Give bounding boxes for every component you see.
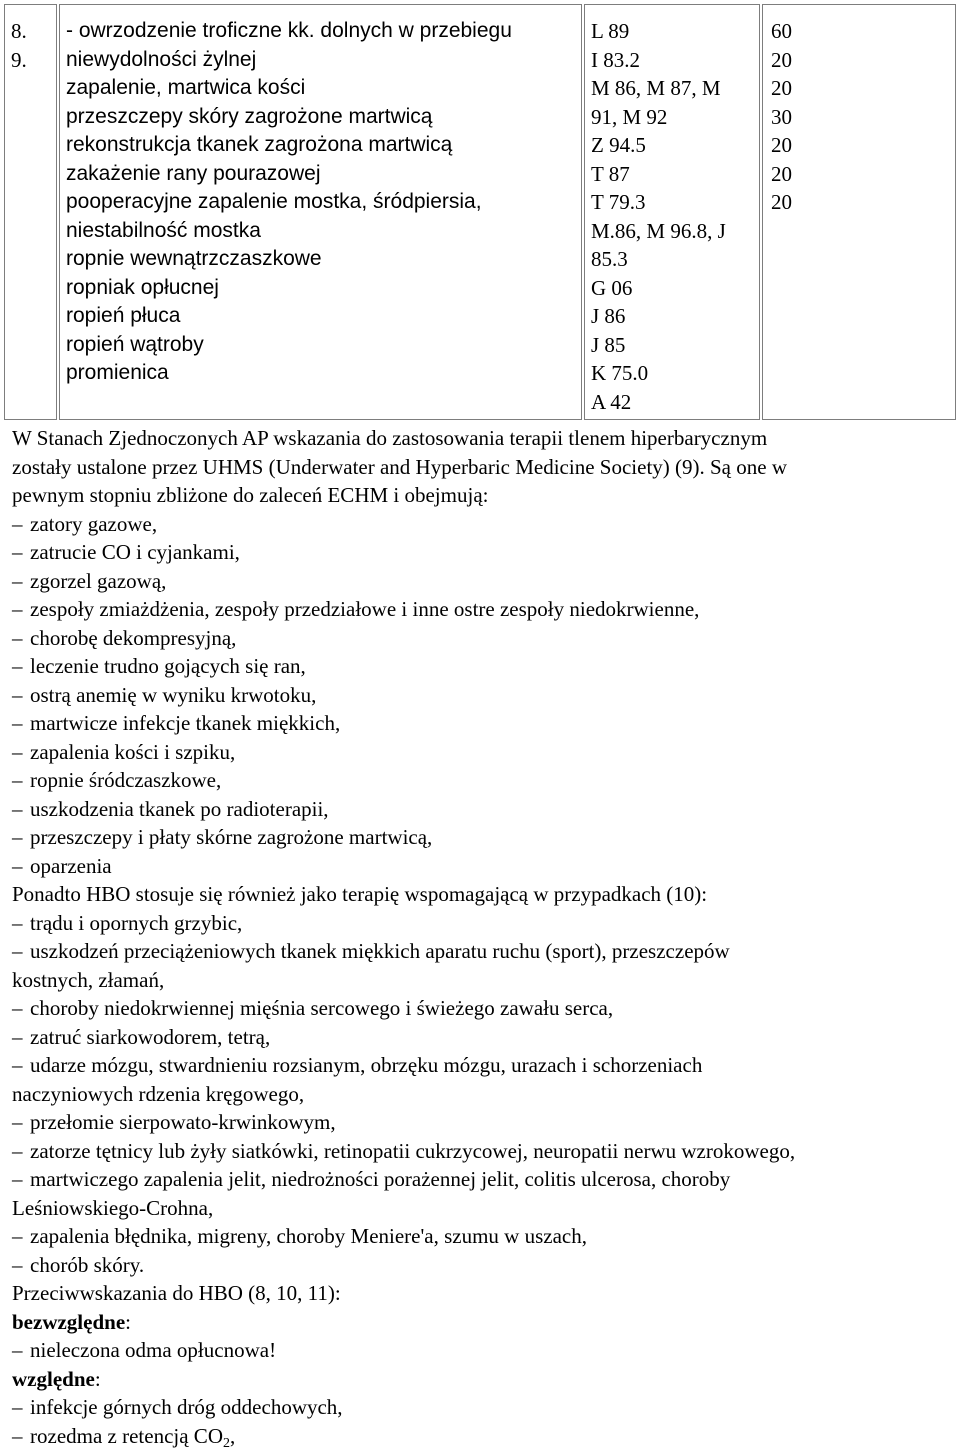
dash-bullet: – (12, 568, 23, 593)
dash-bullet: – (12, 1252, 23, 1277)
dash-bullet: – (12, 796, 23, 821)
count-value: 30 (771, 104, 792, 129)
condition-item: pooperacyjne zapalenie mostka, śródpiersia, (66, 190, 482, 213)
icd-code: M 86, M 87, M (591, 76, 721, 100)
list-item (12, 1251, 952, 1280)
list-item-text: martwicze infekcje tkanek miękkich, (30, 711, 341, 735)
conditions-cell (59, 4, 582, 420)
icd-code: K 75.0 (591, 361, 649, 385)
absolute-label-line (12, 1308, 952, 1337)
number-cell (4, 4, 57, 420)
condition-item: promienica (66, 361, 169, 384)
list-item-text: zapalenia kości i szpiku, (30, 739, 236, 764)
icd-code: 91, M 92 (591, 104, 668, 129)
icd-code: T 87 (591, 161, 630, 186)
list-item (12, 1023, 952, 1052)
list-item (12, 766, 952, 795)
list-item-text: ropnie śródczaszkowe, (30, 768, 222, 792)
list-item (12, 567, 952, 596)
list-item-text: przełomie sierpowato-krwinkowym, (30, 1110, 336, 1134)
icd-code: G 06 (591, 275, 633, 300)
count-value: 20 (771, 161, 792, 186)
list-item-text: zespoły zmiażdżenia, zespoły przedziałowe i inne ostre zespoły niedokrwienne, (30, 597, 700, 621)
list-item-text: chorób skóry. (30, 1252, 145, 1277)
dash-bullet: – (12, 910, 23, 935)
list-item-text: trądu i opornych grzybic, (30, 910, 243, 935)
list-item (12, 1137, 952, 1166)
list-item-text: zatrucie CO i cyjankami, (30, 540, 240, 564)
dash-bullet: – (12, 853, 23, 878)
dash-bullet: – (12, 825, 23, 849)
count-value: 20 (771, 76, 792, 100)
intro-line: zostały ustalone przez UHMS (Underwater and Hyperbaric Medicine Society) (9). Są one w (12, 454, 787, 479)
intro-line: pewnym stopniu zbliżone do zaleceń ECHM i obejmują: (12, 483, 489, 507)
body-text (12, 424, 952, 1450)
list-item (12, 795, 952, 824)
dash-bullet: – (12, 511, 23, 536)
intro-line: W Stanach Zjednoczonych AP wskazania do zastosowania terapii tlenem hiperbarycznym (12, 426, 768, 450)
list-item-continuation: Leśniowskiego-Crohna, (12, 1195, 214, 1220)
count-value: 20 (771, 47, 792, 72)
icd-code: I 83.2 (591, 47, 640, 72)
supportive-list (12, 909, 952, 1280)
count-value: 20 (771, 133, 792, 157)
list-item (12, 1393, 952, 1422)
list-item-text: ostrą anemię w wyniku krwotoku, (30, 682, 317, 707)
dash-bullet: – (12, 654, 23, 678)
codes-cell (584, 4, 760, 420)
list-item (12, 538, 952, 567)
absolute-label: bezwzględne (12, 1309, 126, 1334)
dash-bullet: – (12, 1024, 23, 1049)
dash-bullet: – (12, 1053, 23, 1077)
dash-bullet: – (12, 1423, 23, 1448)
list-item-text: zapalenia błędnika, migreny, choroby Meniere'a, szumu w uszach, (30, 1224, 587, 1248)
list-item (12, 852, 952, 881)
relative-label: względne (12, 1366, 95, 1391)
dash-bullet: – (12, 739, 23, 764)
list-item (12, 1051, 952, 1080)
list-item (12, 937, 952, 966)
condition-item: - owrzodzenie troficzne kk. dolnych w przebiegu (66, 19, 512, 42)
list-item (12, 595, 952, 624)
label-colon: : (94, 1366, 101, 1391)
condition-item: niestabilność mostka (66, 218, 261, 242)
icd-code: T 79.3 (591, 190, 646, 214)
list-item (12, 1336, 952, 1365)
list-item-text: , (229, 1423, 236, 1448)
relative-label-line (12, 1365, 952, 1394)
list-item-continuation: naczyniowych rdzenia kręgowego, (12, 1081, 305, 1106)
count-value: 20 (771, 190, 792, 214)
dash-bullet: – (12, 540, 23, 564)
dash-bullet: – (12, 768, 23, 792)
dash-bullet: – (12, 1110, 23, 1134)
uhms-indications-list (12, 510, 952, 881)
list-item-text: zgorzel gazową, (30, 568, 167, 593)
icd-code: L 89 (591, 19, 630, 43)
list-item (12, 738, 952, 767)
list-item (12, 1422, 952, 1451)
row-number: 9. (11, 47, 27, 72)
list-item (12, 1165, 952, 1194)
contraindications-heading: Przeciwwskazania do HBO (8, 10, 11): (12, 1281, 341, 1305)
list-item (12, 909, 952, 938)
list-item-text: infekcje górnych dróg oddechowych, (30, 1395, 343, 1419)
condition-item: zapalenie, martwica kości (66, 76, 306, 99)
list-item (12, 652, 952, 681)
label-colon: : (125, 1309, 131, 1334)
dash-bullet: – (12, 1167, 23, 1191)
condition-item: ropień wątroby (66, 332, 204, 356)
list-item (12, 1108, 952, 1137)
list-item-text: martwiczego zapalenia jelit, niedrożności porażennej jelit, colitis ulcerosa, choroby (30, 1167, 731, 1191)
list-item-text: udarze mózgu, stwardnieniu rozsianym, obrzęku mózgu, urazach i schorzeniach (30, 1053, 703, 1077)
dash-bullet: – (12, 939, 23, 963)
dash-bullet: – (12, 625, 23, 650)
condition-item: niewydolności żylnej (66, 47, 257, 71)
list-item-text: uszkodzenia tkanek po radioterapii, (30, 796, 329, 821)
condition-item: zakażenie rany pourazowej (66, 161, 321, 185)
list-item (12, 510, 952, 539)
dash-bullet: – (12, 1395, 23, 1419)
list-item (12, 823, 952, 852)
list-item-text: leczenie trudno gojących się ran, (30, 654, 306, 678)
condition-item: ropniak opłucnej (66, 275, 219, 299)
dash-bullet: – (12, 996, 23, 1020)
icd-code: J 86 (591, 304, 626, 328)
list-item (12, 994, 952, 1023)
condition-item: ropnie wewnątrzczaszkowe (66, 247, 322, 270)
list-item-text: zatory gazowe, (30, 511, 158, 536)
counts-cell (762, 4, 956, 420)
list-item-text: uszkodzeń przeciążeniowych tkanek miękkich aparatu ruchu (sport), przeszczepów (30, 939, 730, 963)
list-item (12, 709, 952, 738)
row-number: 8. (11, 19, 27, 43)
list-item-text: zatruć siarkowodorem, tetrą, (30, 1024, 271, 1049)
icd-code: J 85 (591, 332, 626, 357)
dash-bullet: – (12, 597, 23, 621)
icd-code: 85.3 (591, 247, 628, 271)
condition-item: przeszczepy skóry zagrożone martwicą (66, 104, 433, 128)
icd-code: Z 94.5 (591, 133, 646, 157)
list-item (12, 681, 952, 710)
list-item (12, 624, 952, 653)
dash-bullet: – (12, 682, 23, 707)
list-item-text: nieleczona odma opłucnowa! (30, 1338, 277, 1362)
supportive-intro: Ponadto HBO stosuje się również jako terapię wspomagającą w przypadkach (10): (12, 882, 708, 906)
list-item-text: chorobę dekompresyjną, (30, 625, 237, 650)
icd-code: M.86, M 96.8, J (591, 218, 726, 243)
dash-bullet: – (12, 1224, 23, 1248)
subscript-2: 2 (222, 1435, 230, 1451)
list-item-text: zatorze tętnicy lub żyły siatkówki, retinopatii cukrzycowej, neuropatii nerwu wzrokowego, (30, 1138, 796, 1163)
dash-bullet: – (12, 1138, 23, 1163)
list-item-text: rozedma z retencją CO (30, 1423, 223, 1448)
count-value: 60 (771, 19, 792, 43)
dash-bullet: – (12, 1338, 23, 1362)
icd-code: A 42 (591, 389, 632, 414)
dash-bullet: – (12, 711, 23, 735)
list-item-text: choroby niedokrwiennej mięśnia sercowego i świeżego zawału serca, (30, 996, 614, 1020)
condition-item: rekonstrukcja tkanek zagrożona martwicą (66, 133, 453, 156)
condition-item: ropień płuca (66, 304, 181, 327)
list-item (12, 1222, 952, 1251)
list-item-text: oparzenia (30, 853, 112, 878)
list-item-continuation: kostnych, złamań, (12, 967, 165, 992)
indications-table (0, 0, 958, 422)
list-item-text: przeszczepy i płaty skórne zagrożone martwicą, (30, 825, 433, 849)
